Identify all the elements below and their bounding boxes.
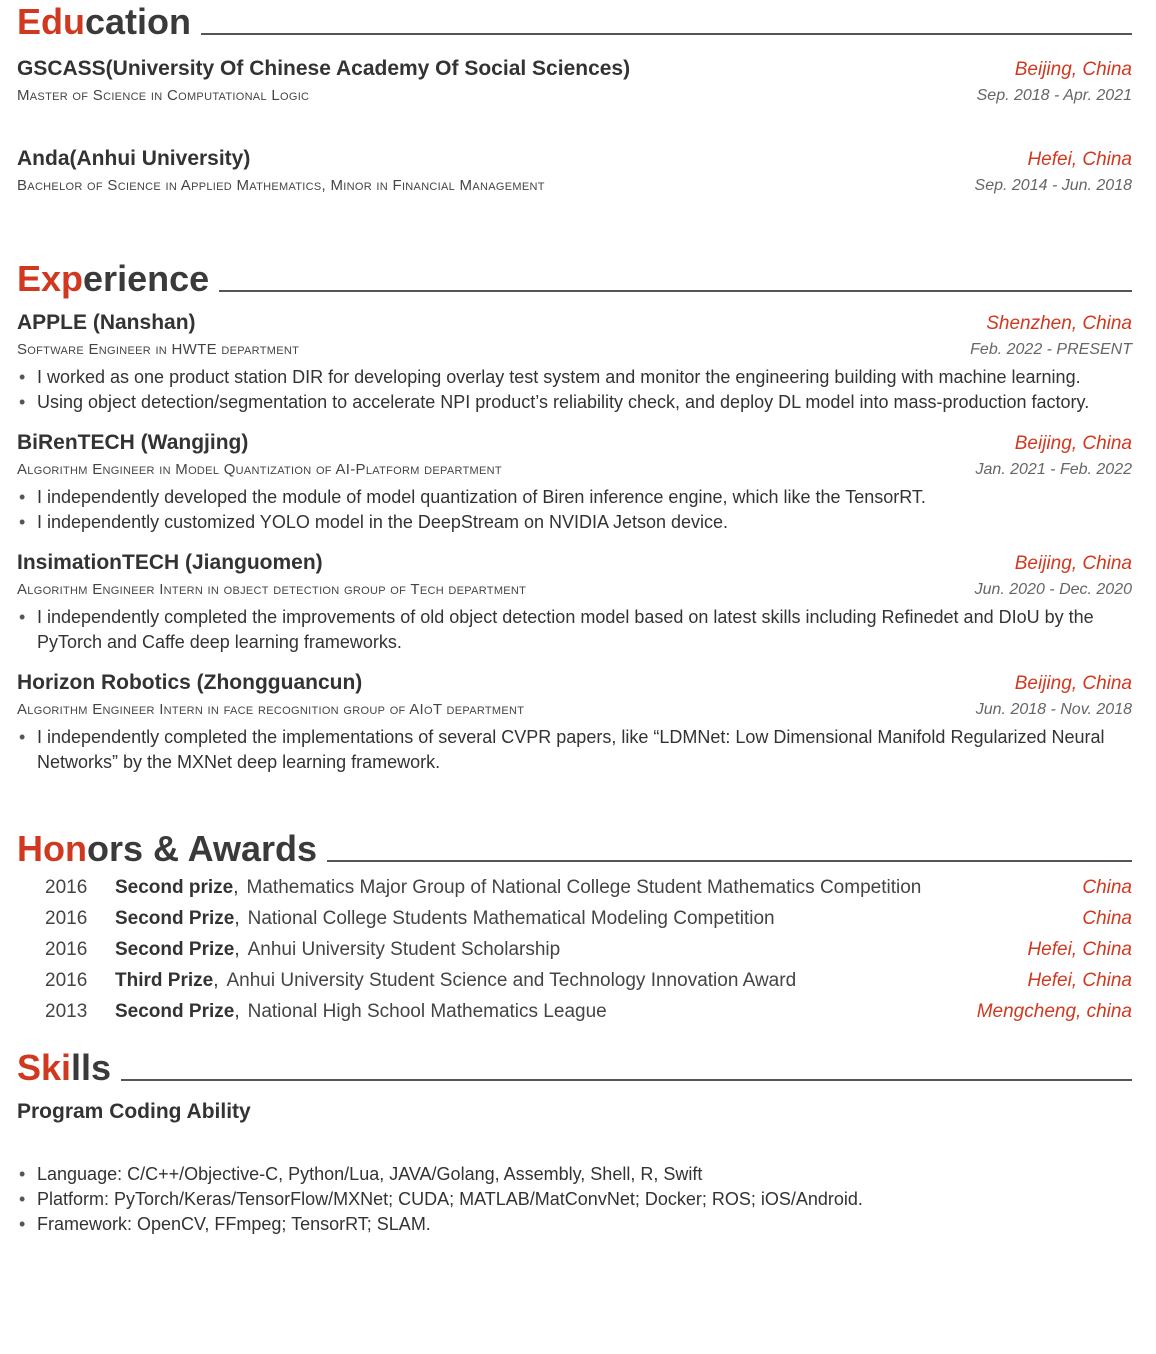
skills-title: [17, 1047, 112, 1088]
experience-section: [17, 258, 1132, 775]
honor-separator: ,: [213, 970, 219, 991]
list-item: • I independently developed the module of model quantization of Biren inference engine, which like the TensorRT.: [17, 485, 1132, 510]
job-bullets: [17, 485, 1132, 535]
honor-year: 2016: [45, 877, 88, 898]
education-title: [17, 1, 192, 42]
company-location: Shenzhen, China: [986, 313, 1132, 334]
honor-description: National High School Mathematics League: [247, 1001, 607, 1022]
education-entry: [17, 57, 1132, 105]
skills-title-accent: Ski: [17, 1047, 72, 1088]
honor-year: 2016: [45, 908, 88, 929]
honor-description: Anhui University Student Scholarship: [247, 939, 561, 960]
honor-description: National College Students Mathematical Modeling Competition: [247, 908, 775, 929]
honor-row: [17, 877, 1132, 908]
list-item: • Platform: PyTorch/Keras/TensorFlow/MXNet; CUDA; MATLAB/MatConvNet; Docker; ROS; iOS/Android.: [17, 1187, 1132, 1212]
skills-bullets: [17, 1162, 1132, 1237]
job-bullets: [17, 725, 1132, 775]
experience-title-accent: Exp: [17, 258, 84, 299]
honor-row: [17, 939, 1132, 970]
degree: Bachelor of Science in Applied Mathematics, Minor in Financial Management: [17, 177, 545, 194]
company-name: APPLE (Nanshan): [17, 311, 196, 334]
honor-year: 2016: [45, 970, 88, 991]
honor-row: [17, 970, 1132, 1001]
honors-title-rest: ors & Awards: [86, 828, 318, 869]
company-location: Beijing, China: [1014, 553, 1132, 574]
experience-heading: [17, 258, 1132, 299]
list-item: • Language: C/C++/Objective-C, Python/Lua, JAVA/Golang, Assembly, Shell, R, Swift: [17, 1162, 1132, 1187]
honor-description: Anhui University Student Science and Technology Innovation Award: [226, 970, 797, 991]
school-location: Beijing, China: [1014, 59, 1132, 80]
job-position: Algorithm Engineer in Model Quantization of AI-Platform department: [17, 461, 502, 478]
education-dates: Sep. 2014 - Jun. 2018: [974, 177, 1132, 194]
honor-description: Mathematics Major Group of National College Student Mathematics Competition: [246, 877, 922, 898]
job-dates: Jan. 2021 - Feb. 2022: [975, 461, 1132, 478]
company-location: Beijing, China: [1014, 433, 1132, 454]
list-item: • Using object detection/segmentation to accelerate NPI product’s reliability check, and deploy DL model into mass-production factory.: [17, 390, 1132, 415]
honor-prize: Third Prize: [115, 970, 214, 991]
honor-prize: Second Prize: [115, 1001, 235, 1022]
honor-row: [17, 1001, 1132, 1032]
skills-subheading: Program Coding Ability: [17, 1100, 251, 1123]
skills-rule: [121, 1079, 1132, 1081]
list-item: • I worked as one product station DIR for developing overlay test system and monitor the engineering building with machine learning.: [17, 365, 1132, 390]
honors-rule: [327, 860, 1132, 862]
job-dates: Feb. 2022 - PRESENT: [970, 341, 1132, 358]
job-dates: Jun. 2018 - Nov. 2018: [975, 701, 1132, 718]
company-name: Horizon Robotics (Zhongguancun): [17, 671, 363, 694]
honor-separator: ,: [234, 1001, 240, 1022]
experience-entry: [17, 671, 1132, 775]
experience-title-rest: erience: [83, 258, 210, 299]
education-title-rest: cation: [85, 1, 192, 42]
company-location: Beijing, China: [1014, 673, 1132, 694]
honor-prize: Second prize: [115, 877, 234, 898]
school-name: Anda(Anhui University): [17, 147, 251, 170]
list-item: • Framework: OpenCV, FFmpeg; TensorRT; SLAM.: [17, 1212, 1132, 1237]
skills-heading: [17, 1047, 1132, 1088]
education-dates: Sep. 2018 - Apr. 2021: [976, 87, 1132, 104]
honor-prize: Second Prize: [115, 939, 235, 960]
company-name: InsimationTECH (Jianguomen): [17, 551, 323, 574]
experience-entry: [17, 311, 1132, 415]
honors-section: [17, 828, 1132, 1032]
job-position: Software Engineer in HWTE department: [17, 341, 300, 358]
experience-title: [17, 258, 210, 299]
honors-title: [17, 828, 318, 869]
honor-location: China: [1082, 877, 1132, 898]
experience-entry: [17, 431, 1132, 535]
honor-location: China: [1082, 908, 1132, 929]
honor-prize: Second Prize: [115, 908, 235, 929]
honor-location: Mengcheng, china: [976, 1001, 1132, 1022]
job-position: Algorithm Engineer Intern in face recognition group of AIoT department: [17, 701, 525, 718]
school-name: GSCASS(University Of Chinese Academy Of Social Sciences): [17, 57, 631, 80]
experience-rule: [219, 290, 1132, 292]
honor-location: Hefei, China: [1027, 939, 1132, 960]
education-title-accent: Edu: [17, 1, 85, 42]
company-name: BiRenTECH (Wangjing): [17, 431, 249, 454]
skills-title-rest: lls: [71, 1047, 112, 1088]
job-position: Algorithm Engineer Intern in object detection group of Tech department: [17, 581, 527, 598]
experience-entry: [17, 551, 1132, 655]
honor-separator: ,: [234, 908, 240, 929]
honors-title-accent: Hon: [17, 828, 87, 869]
honor-location: Hefei, China: [1027, 970, 1132, 991]
job-bullets: [17, 365, 1132, 415]
list-item: • I independently completed the implementations of several CVPR papers, like “LDMNet: Low Dimensional Manifold Regularized Neural Networks” by the MXNet deep learning framework.: [17, 725, 1132, 775]
education-entry: [17, 147, 1132, 195]
honor-year: 2013: [45, 1001, 88, 1022]
school-location: Hefei, China: [1027, 149, 1132, 170]
honor-row: [17, 908, 1132, 939]
job-dates: Jun. 2020 - Dec. 2020: [974, 581, 1132, 598]
list-item: • I independently customized YOLO model in the DeepStream on NVIDIA Jetson device.: [17, 510, 1132, 535]
honor-separator: ,: [234, 939, 240, 960]
education-rule: [201, 33, 1132, 35]
honor-year: 2016: [45, 939, 88, 960]
education-heading: [17, 1, 1132, 42]
honors-list: [17, 877, 1132, 1032]
education-section: [17, 0, 1132, 195]
degree: Master of Science in Computational Logic: [17, 87, 310, 104]
skills-section: [17, 1047, 1132, 1237]
job-bullets: [17, 605, 1132, 655]
honor-separator: ,: [233, 877, 239, 898]
honors-heading: [17, 828, 1132, 869]
list-item: • I independently completed the improvements of old object detection model based on latest skills including Refinedet and DIoU by the PyTorch and Caffe deep learning frameworks.: [17, 605, 1132, 655]
